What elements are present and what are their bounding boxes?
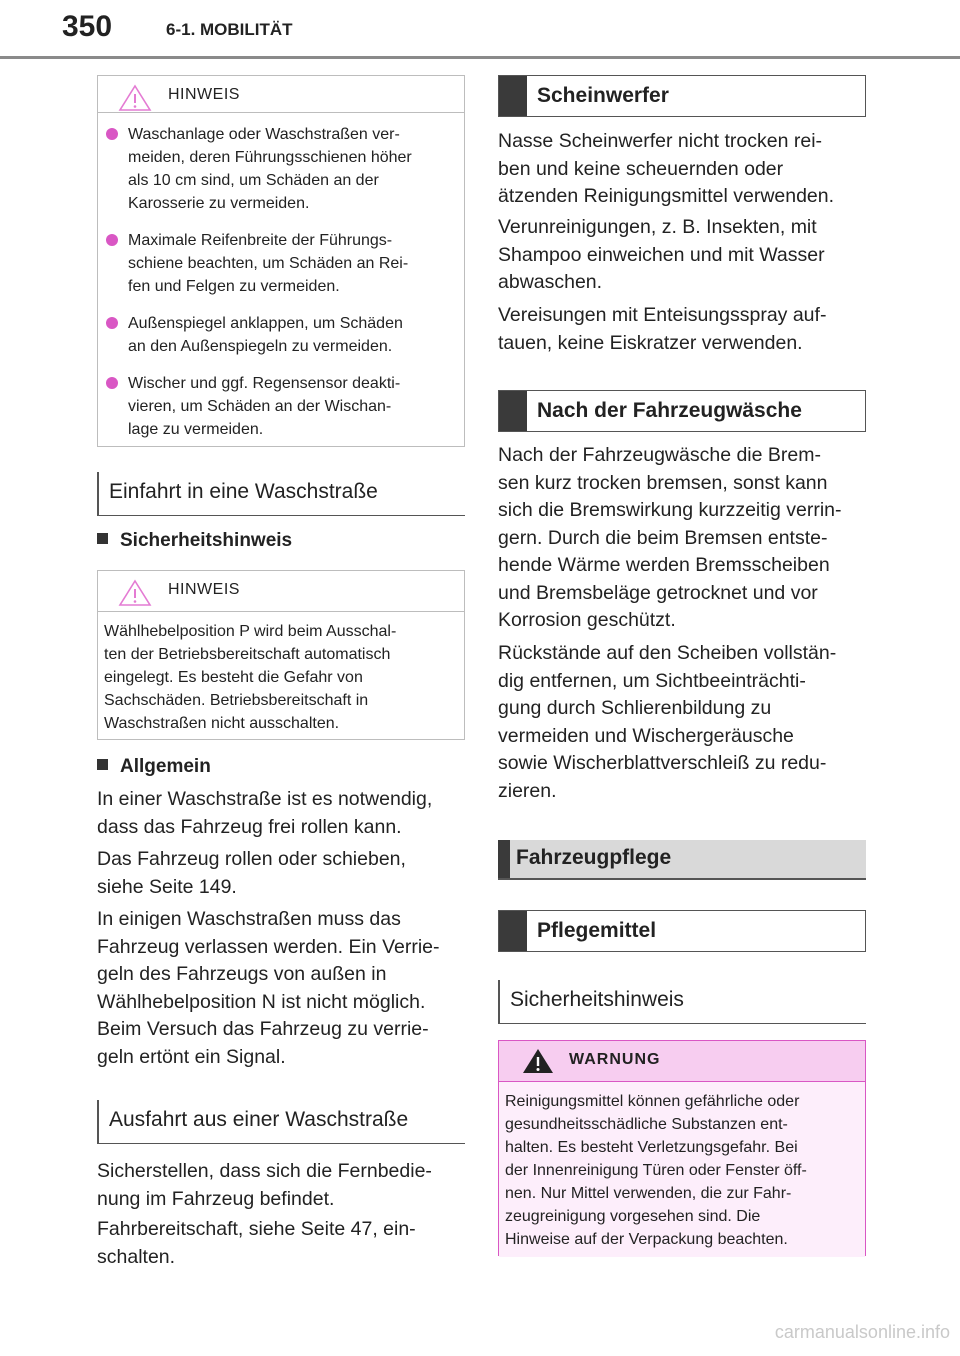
paragraph: Vereisungen mit Enteisungsspray auf- tauen, keine Eiskratzer verwenden. <box>498 304 827 354</box>
page-header <box>0 0 960 58</box>
hinweis-box-1-header <box>98 76 464 113</box>
paragraph: In einigen Waschstraßen muss das Fahrzeug verlassen werden. Ein Verrie- geln des Fahrzeugs von außen in Wählhebelposition N ist nicht möglich. Beim Versuch das Fahrzeug zu verrie- geln ertönt ein Signal. <box>97 908 440 1068</box>
paragraph: Fahrbereitschaft, siehe Seite 47, ein- schalten. <box>97 1218 416 1268</box>
hinweis-list-item <box>104 123 446 215</box>
subheading-allgemein <box>97 756 211 778</box>
section-heading-text: Scheinwerfer <box>537 84 669 107</box>
warnung-box-text: Reinigungsmittel können gefährliche oder gesundheitsschädliche Substanzen ent- halten. Es besteht Verletzungsgefahr. Bei der Innenreinigung Türen oder Fenster öff- nen. Nur Mittel verwenden, die zur Fahr- zeugreinigung vorgesehen sind. Die Hinweise auf der Verpackung beachten. <box>499 1082 865 1257</box>
bullet-dot-icon <box>106 128 118 140</box>
paragraph: Sicherstellen, dass sich die Fernbedie- nung im Fahrzeug befindet. <box>97 1160 432 1210</box>
section-heading-einfahrt <box>97 472 465 516</box>
warning-triangle-icon <box>521 1047 555 1075</box>
hinweis-box-2-header <box>98 571 464 612</box>
hinweis-box-1 <box>97 75 465 447</box>
section-heading-nach-waesche <box>498 390 866 432</box>
paragraph: Verunreinigungen, z. B. Insekten, mit Shampoo einweichen und mit Wasser abwaschen. <box>498 216 825 293</box>
caution-triangle-icon <box>118 579 152 607</box>
warnung-box-header <box>499 1041 865 1082</box>
section-heading-fahrzeugpflege <box>498 840 866 880</box>
section-heading-sicherheitshinweis <box>498 980 866 1024</box>
hinweis-list-item <box>104 229 446 298</box>
watermark: carmanualsonline.info <box>774 1322 950 1342</box>
section-heading-text: Einfahrt in eine Waschstraße <box>109 480 378 503</box>
paragraph: Rückstände auf den Scheiben vollstän- dig entfernen, um Sichtbeeinträchti- gung durch Schlierenbildung zu vermeiden und Wischergeräusche sowie Wischerblattverschleiß zu redu- zieren. <box>498 642 837 802</box>
hinweis-list-item-text: Maximale Reifenbreite der Führungs- schiene beachten, um Schäden an Rei- fen und Felgen zu vermeiden. <box>128 232 409 295</box>
section-bar <box>499 76 527 116</box>
header-rule <box>0 56 960 59</box>
hinweis-box-2-text: Wählhebelposition P wird beim Ausschal- ten der Betriebsbereitschaft automatisch eingelegt. Es besteht die Gefahr von Sachschäden. Betriebsbereitschaft in Waschstraßen nicht ausschalten. <box>104 623 397 732</box>
chapter-title: 6-1. MOBILITÄT <box>166 20 293 39</box>
bullet-dot-icon <box>106 234 118 246</box>
warnung-box <box>498 1040 866 1256</box>
hinweis-box-2 <box>97 570 465 740</box>
section-bar <box>499 911 527 951</box>
section-heading-text: Ausfahrt aus einer Waschstraße <box>109 1108 409 1131</box>
hinweis-list <box>98 113 464 465</box>
section-bar <box>499 391 527 431</box>
paragraph: Nasse Scheinwerfer nicht trocken rei- ben und keine scheuernden oder ätzenden Reinigungsmittel verwenden. <box>498 130 835 207</box>
section-heading-ausfahrt <box>97 1100 465 1144</box>
subheading-text: Sicherheitshinweis <box>120 530 293 551</box>
square-bullet-icon <box>97 759 108 770</box>
subheading-text: Allgemein <box>120 756 211 777</box>
hinweis-list-item <box>104 372 446 441</box>
paragraph: Nach der Fahrzeugwäsche die Brem- sen kurz trocken bremsen, sonst kann sich die Bremswirkung kurzzeitig verrin- gern. Durch die beim Bremsen entste- hende Wärme werden Bremsscheiben und Bremsbeläge getrocknet und vor Korrosion geschützt. <box>498 444 842 631</box>
warnung-box-title: WARNUNG <box>569 1051 661 1068</box>
hinweis-box-1-title: HINWEIS <box>168 86 240 103</box>
section-heading-text: Sicherheitshinweis <box>510 988 684 1011</box>
square-bullet-icon <box>97 533 108 544</box>
section-heading-text: Pflegemittel <box>537 919 657 942</box>
hinweis-box-2-title: HINWEIS <box>168 581 240 598</box>
bullet-dot-icon <box>106 317 118 329</box>
hinweis-list-item <box>104 312 446 358</box>
page-number: 350 <box>62 10 113 43</box>
section-heading-pflegemittel <box>498 910 866 952</box>
section-bar <box>498 840 510 878</box>
bullet-dot-icon <box>106 377 118 389</box>
section-heading-text: Fahrzeugpflege <box>516 846 672 869</box>
hinweis-list-item-text: Wischer und ggf. Regensensor deakti- vieren, um Schäden an der Wischan- lage zu vermeiden. <box>128 375 401 438</box>
hinweis-list-item-text: Außenspiegel anklappen, um Schäden an den Außenspiegeln zu vermeiden. <box>128 315 403 355</box>
hinweis-list-item-text: Waschanlage oder Waschstraßen ver- meiden, deren Führungsschienen höher als 10 cm sind, um Schäden an der Karosserie zu vermeiden. <box>128 126 412 212</box>
paragraph: In einer Waschstraße ist es notwendig, dass das Fahrzeug frei rollen kann. <box>97 788 433 838</box>
subheading-sicherheitshinweis <box>97 530 292 552</box>
section-heading-text: Nach der Fahrzeugwäsche <box>537 399 802 422</box>
section-heading-scheinwerfer <box>498 75 866 117</box>
paragraph: Das Fahrzeug rollen oder schieben, siehe Seite 149. <box>97 848 406 898</box>
caution-triangle-icon <box>118 84 152 112</box>
